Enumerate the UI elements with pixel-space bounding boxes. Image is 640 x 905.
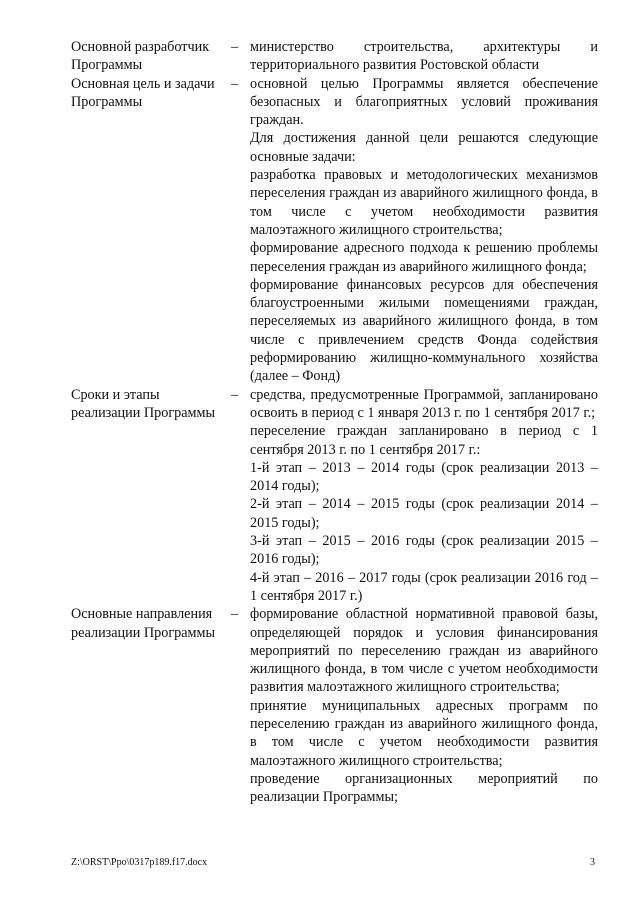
paragraph: 1-й этап – 2013 – 2014 годы (срок реализации 2013 – 2014 годы); [250, 459, 598, 495]
row-dash: – [231, 606, 239, 623]
paragraph: 4-й этап – 2016 – 2017 годы (срок реализации 2016 год – 1 сентября 2017 г.) [250, 569, 598, 604]
paragraph: принятие муниципальных адресных программ по переселению граждан из аварийного жилищного фонда, в том числе с учетом необходимости развития малоэтажного жилищного строительства; [250, 697, 598, 769]
paragraph: средства, предусмотренные Программой, запланировано освоить в период с 1 января 2013 г. по 1 сентября 2017 г.; [250, 386, 598, 421]
paragraph: 2-й этап – 2014 – 2015 годы (срок реализации 2014 – 2015 годы); [250, 496, 598, 531]
table-row-goal [71, 75, 598, 386]
paragraph: проведение организационных мероприятий по реализации Программы; [250, 770, 598, 806]
row-label: Основная цель и задачи Программы [71, 75, 215, 110]
footer-page-number: 3 [590, 857, 595, 868]
row-body [250, 75, 598, 386]
row-label: Основной разработчик Программы [71, 39, 210, 74]
paragraph: формирование финансовых ресурсов для обеспечения благоустроенными жилыми помещениями граждан, переселяемых из аварийного жилищного фонда, в том числе с привлечением средств Фонда содействия реформированию жилищно-коммунального хозяйства (далее – Фонд) [250, 276, 598, 385]
row-label: Основные направления реализации Программы [71, 606, 216, 641]
paragraph: формирование областной нормативной правовой базы, определяющей порядок и условия финансирования мероприятий по переселению граждан из аварийного жилищного фонда, в том числе с учетом необходимости развития малоэтажного жилищного строительства; [250, 606, 598, 696]
paragraph: формирование адресного подхода к решению проблемы переселения граждан из аварийного жилищного фонда; [250, 240, 598, 275]
row-body [250, 386, 598, 606]
row-label: Сроки и этапы реализации Программы [71, 386, 216, 421]
paragraph: переселение граждан запланировано в период с 1 сентября 2013 г. по 1 сентября 2017 г.: [250, 423, 598, 458]
paragraph: разработка правовых и методологических механизмов переселения граждан из аварийного жилищного фонда, в том числе с учетом необходимости развития малоэтажного жилищного строительства; [250, 167, 598, 238]
footer-file-path: Z:\ORST\Ppo\0317p189.f17.docx [71, 857, 208, 868]
table-row-terms [71, 386, 598, 606]
paragraph: 3-й этап – 2015 – 2016 годы (срок реализации 2015 – 2016 годы); [250, 533, 598, 568]
passport-table [71, 38, 598, 806]
row-body [250, 38, 598, 75]
paragraph: Для достижения данной цели решаются следующие основные задачи: [250, 130, 598, 165]
paragraph: основной целью Программы является обеспечение безопасных и благоприятных условий проживания граждан. [250, 75, 598, 129]
row-dash: – [231, 386, 239, 403]
table-row-developer [71, 38, 598, 75]
row-dash: – [231, 75, 239, 92]
table-row-directions [71, 605, 598, 806]
row-body [250, 605, 598, 806]
row-dash: – [231, 39, 239, 55]
paragraph: министерство строительства, архитектуры и территориального развития Ростовской области [250, 39, 598, 74]
